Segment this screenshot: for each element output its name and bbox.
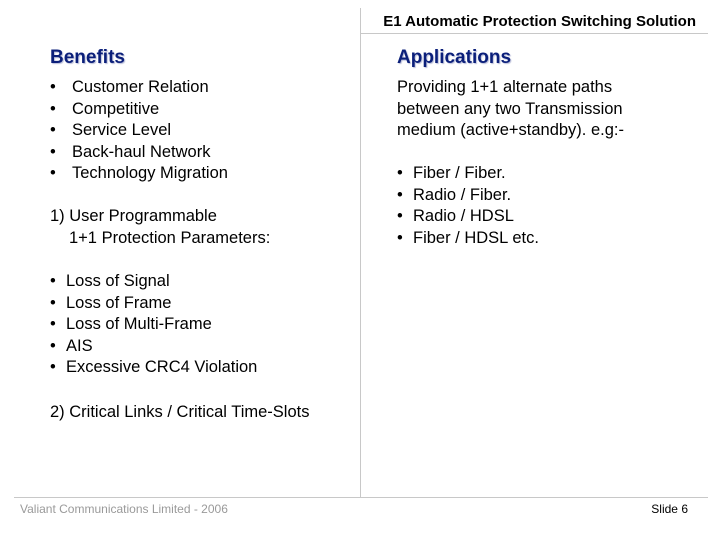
benefit-text: Back-haul Network [72,142,211,161]
point-1-line-2: 1+1 Protection Parameters: [69,229,271,247]
bullet-icon: • [50,358,56,377]
application-text: Radio / Fiber. [413,185,512,204]
list-item [50,314,257,336]
benefit-text: Competitive [72,99,160,118]
footer-rule [14,497,708,498]
list-item [50,336,257,358]
benefit-text: Technology Migration [72,164,228,183]
parameter-text: Loss of Multi-Frame [66,315,212,334]
list-item [50,142,228,164]
application-text: Fiber / Fiber. [413,164,506,182]
list-item [50,357,257,379]
bullet-icon: • [50,293,56,312]
application-text: Fiber / HDSL etc. [413,228,539,247]
application-text: Radio / HDSL [413,207,514,226]
parameter-text: Loss of Signal [66,272,170,290]
header-divider [360,8,361,34]
list-item [50,271,257,293]
list-item [50,120,228,142]
applications-intro [397,77,624,142]
list-item [50,293,257,315]
list-item [397,228,539,250]
parameters-list [50,271,257,379]
slide-header-title: E1 Automatic Protection Switching Solution [383,13,696,30]
benefits-list [50,77,228,185]
benefit-text: Service Level [72,121,172,140]
bullet-icon: • [50,142,56,161]
point-2: 2) Critical Links / Critical Time-Slots [50,403,310,421]
slide-number: Slide 6 [651,502,688,516]
parameter-text: Excessive CRC4 Violation [66,358,258,377]
list-item [397,206,539,228]
parameter-text: Loss of Frame [66,293,172,312]
bullet-icon: • [50,99,56,118]
intro-line: medium (active+standby). e.g:- [397,121,624,140]
point-1-line-1: 1) User Programmable [50,207,217,225]
column-divider [360,33,361,498]
bullet-icon: • [397,164,403,182]
list-item [397,163,539,185]
bullet-icon: • [50,336,56,355]
bullet-icon: • [397,228,403,247]
applications-list [397,163,539,249]
bullet-icon: • [397,185,403,204]
bullet-icon: • [397,207,403,226]
footer-company: Valiant Communications Limited - 2006 [20,502,228,516]
list-item [50,77,228,99]
bullet-icon: • [50,315,56,334]
parameter-text: AIS [66,336,93,355]
bullet-icon: • [50,121,56,140]
intro-line: Providing 1+1 alternate paths [397,78,613,96]
benefits-heading: Benefits [50,47,125,68]
bullet-icon: • [50,78,56,96]
bullet-icon: • [50,272,56,290]
header-rule [360,33,708,34]
list-item [50,163,228,185]
intro-line: between any two Transmission [397,99,623,118]
benefit-text: Customer Relation [72,78,209,96]
list-item [50,99,228,121]
list-item [397,185,539,207]
applications-heading: Applications [397,47,512,68]
bullet-icon: • [50,164,56,183]
